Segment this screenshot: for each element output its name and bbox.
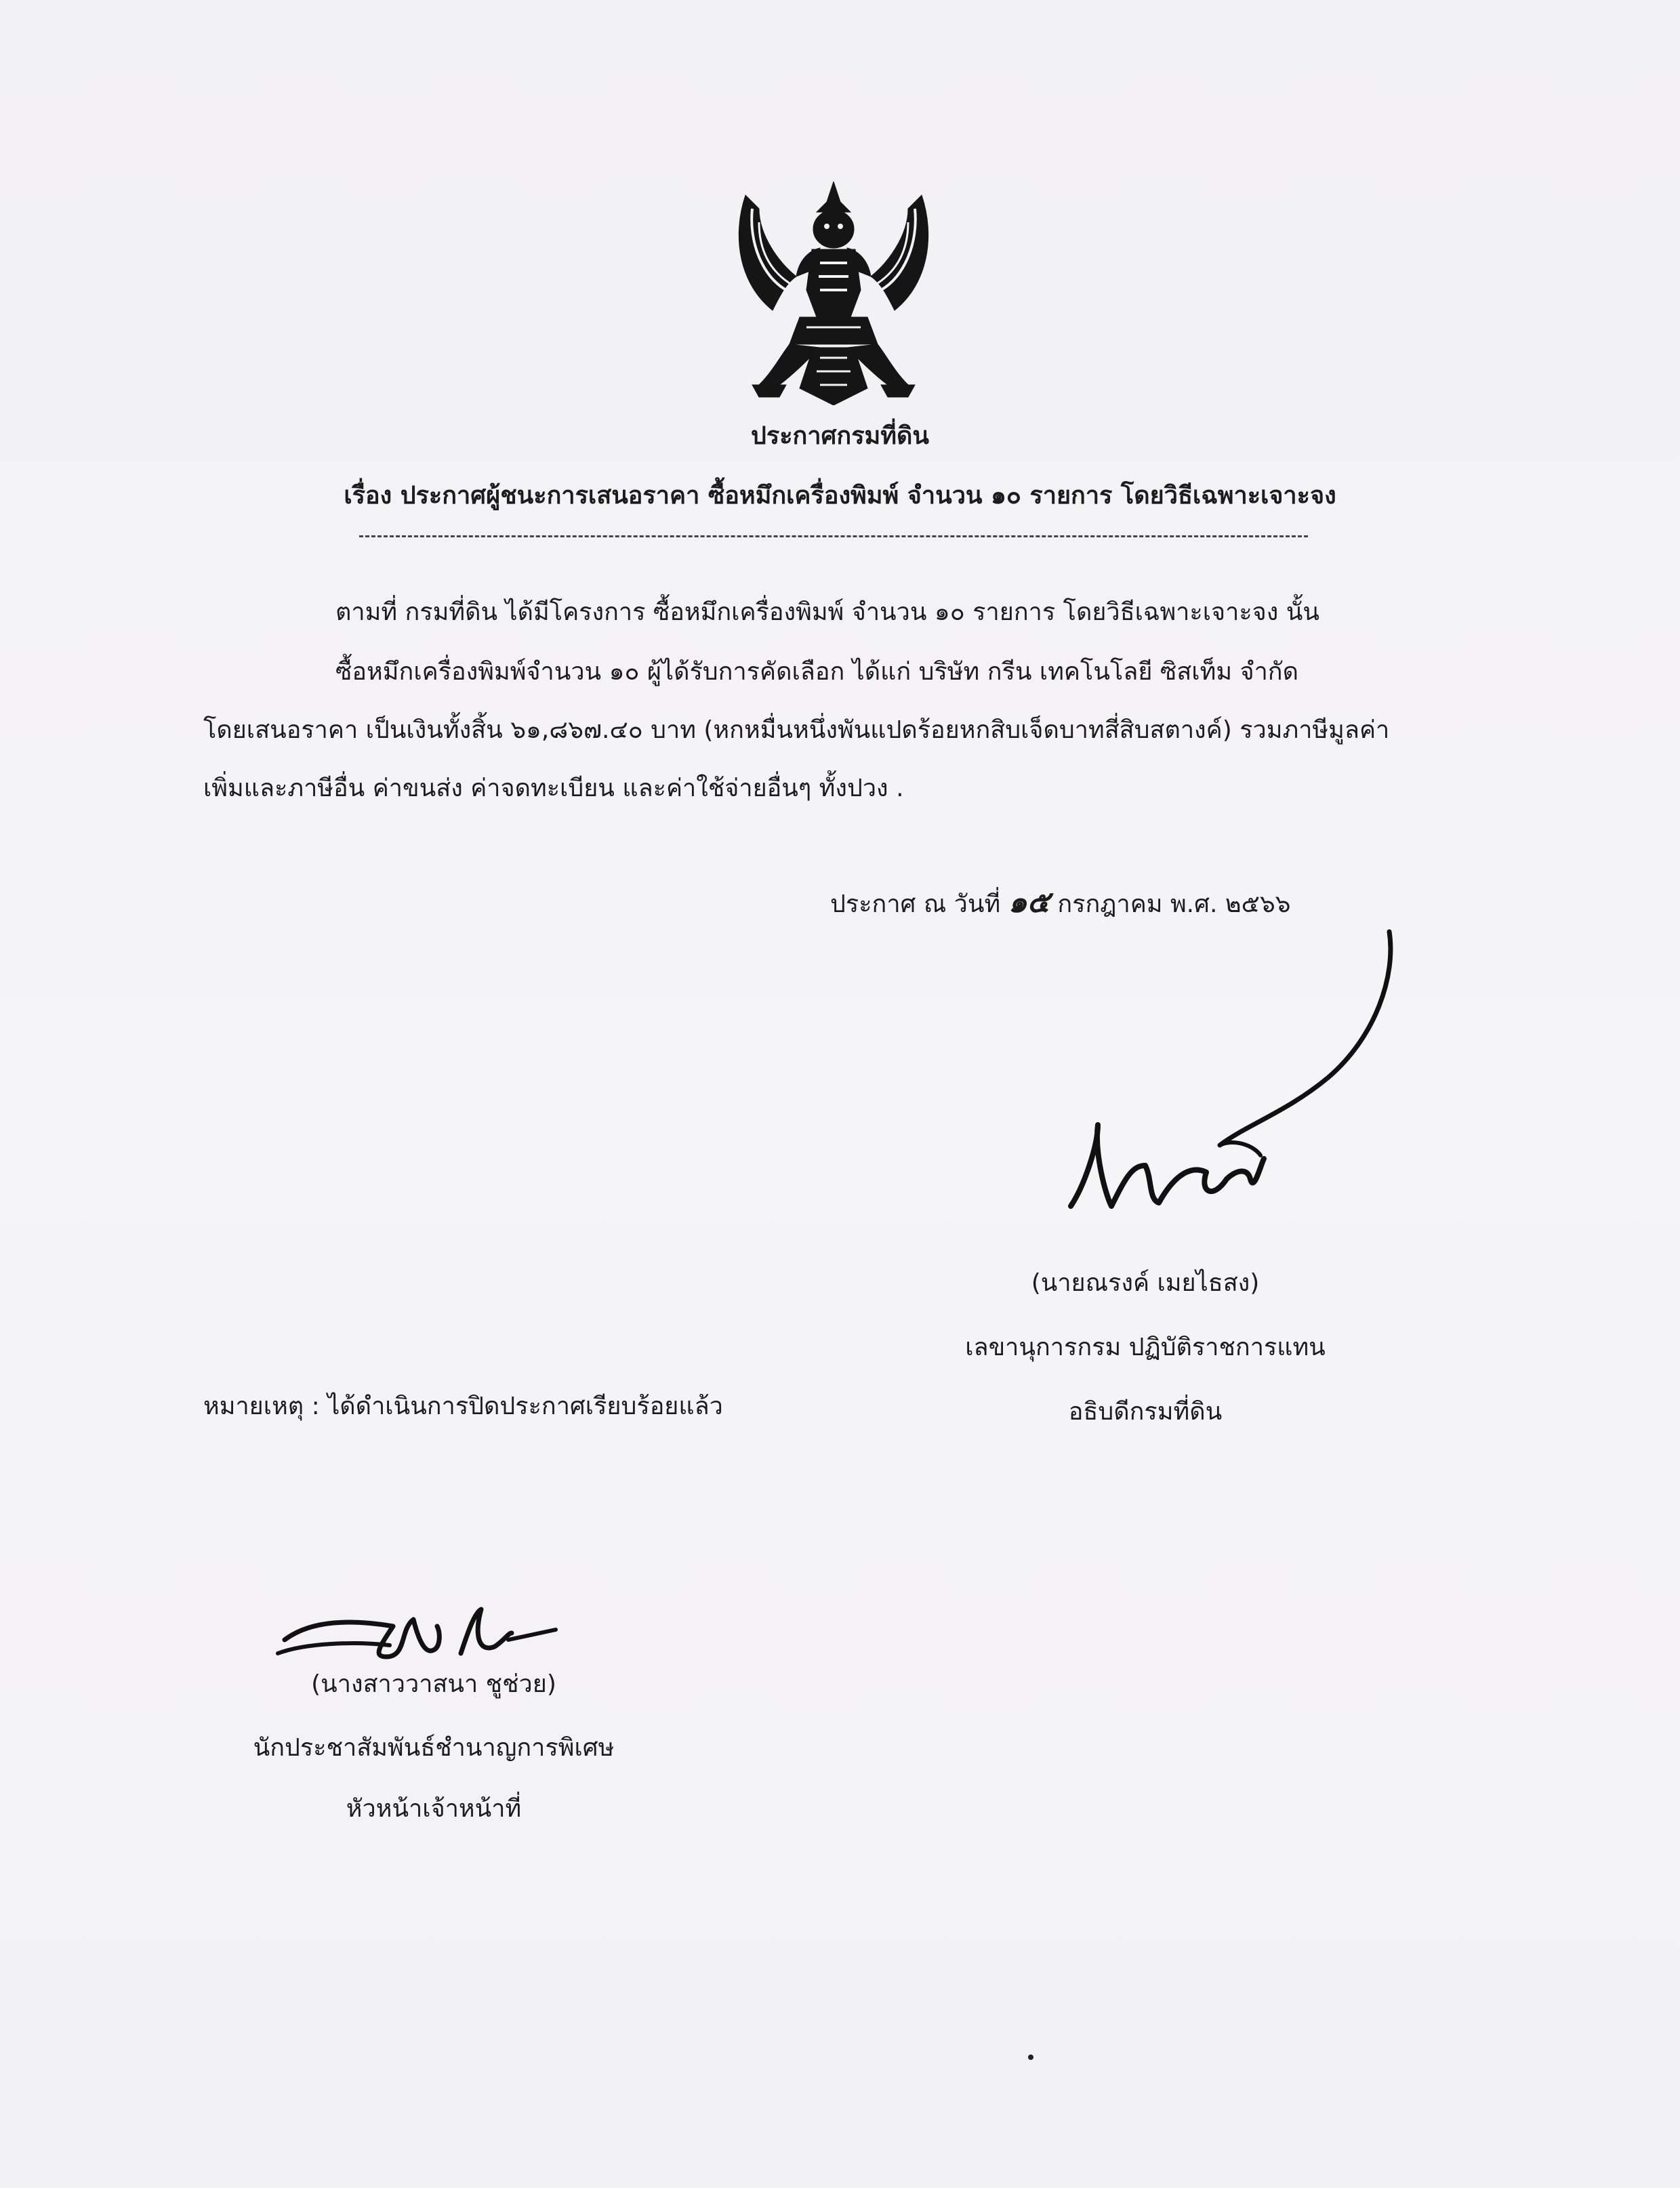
separator-line [359, 535, 1308, 540]
officer-position-2: หัวหน้าเจ้าหน้าที่ [346, 1795, 522, 1823]
garuda-emblem-icon [732, 182, 935, 405]
officer-position-1: นักประชาสัมพันธ์ชำนาญการพิเศษ [253, 1734, 615, 1762]
date-suffix: กรกฎาคม พ.ศ. ๒๕๖๖ [1057, 890, 1291, 918]
date-prefix: ประกาศ ณ วันที่ [830, 890, 1001, 918]
announcement-heading: ประกาศกรมที่ดิน [751, 422, 929, 450]
body-line-2: ซื้อหมึกเครื่องพิมพ์จำนวน ๑๐ ผู้ได้รับการคัดเลือก ได้แก่ บริษัท กรีน เทคโนโลยี ซิสเท็ม จำกัด [335, 658, 1298, 686]
ink-dot [1028, 2055, 1033, 2060]
date-day: ๑๕ [1008, 885, 1050, 920]
signatory-name: (นายณรงค์ เมยไธสง) [1031, 1269, 1260, 1297]
signatory-position-2: อธิบดีกรมที่ดิน [1068, 1398, 1223, 1426]
body-line-4: เพิ่มและภาษีอื่น ค่าขนส่ง ค่าจดทะเบียน และค่าใช้จ่ายอื่นๆ ทั้งปวง . [203, 775, 904, 802]
date-line [830, 886, 1291, 921]
announcement-subject: เรื่อง ประกาศผู้ชนะการเสนอราคา ซื้อหมึกเครื่องพิมพ์ จำนวน ๑๐ รายการ โดยวิธีเฉพาะเจาะจง [344, 482, 1336, 510]
body-line-3: โดยเสนอราคา เป็นเงินทั้งสิ้น ๖๑,๘๖๗.๔๐ บาท (หกหมื่นหนึ่งพันแปดร้อยหกสิบเจ็ดบาทสี่สิบสตางค์) รวมภาษีมูลค่า [203, 716, 1390, 744]
body-line-1: ตามที่ กรมที่ดิน ได้มีโครงการ ซื้อหมึกเครื่องพิมพ์ จำนวน ๑๐ รายการ โดยวิธีเฉพาะเจาะจง นั้น [335, 598, 1320, 626]
signatory-signature [1057, 922, 1410, 1233]
officer-signature [271, 1592, 569, 1674]
officer-name: (นางสาววาสนา ชูช่วย) [311, 1670, 556, 1698]
note-text: หมายเหตุ : ได้ดำเนินการปิดประกาศเรียบร้อยแล้ว [203, 1392, 723, 1420]
signatory-position-1: เลขานุการกรม ปฏิบัติราชการแทน [965, 1334, 1326, 1361]
